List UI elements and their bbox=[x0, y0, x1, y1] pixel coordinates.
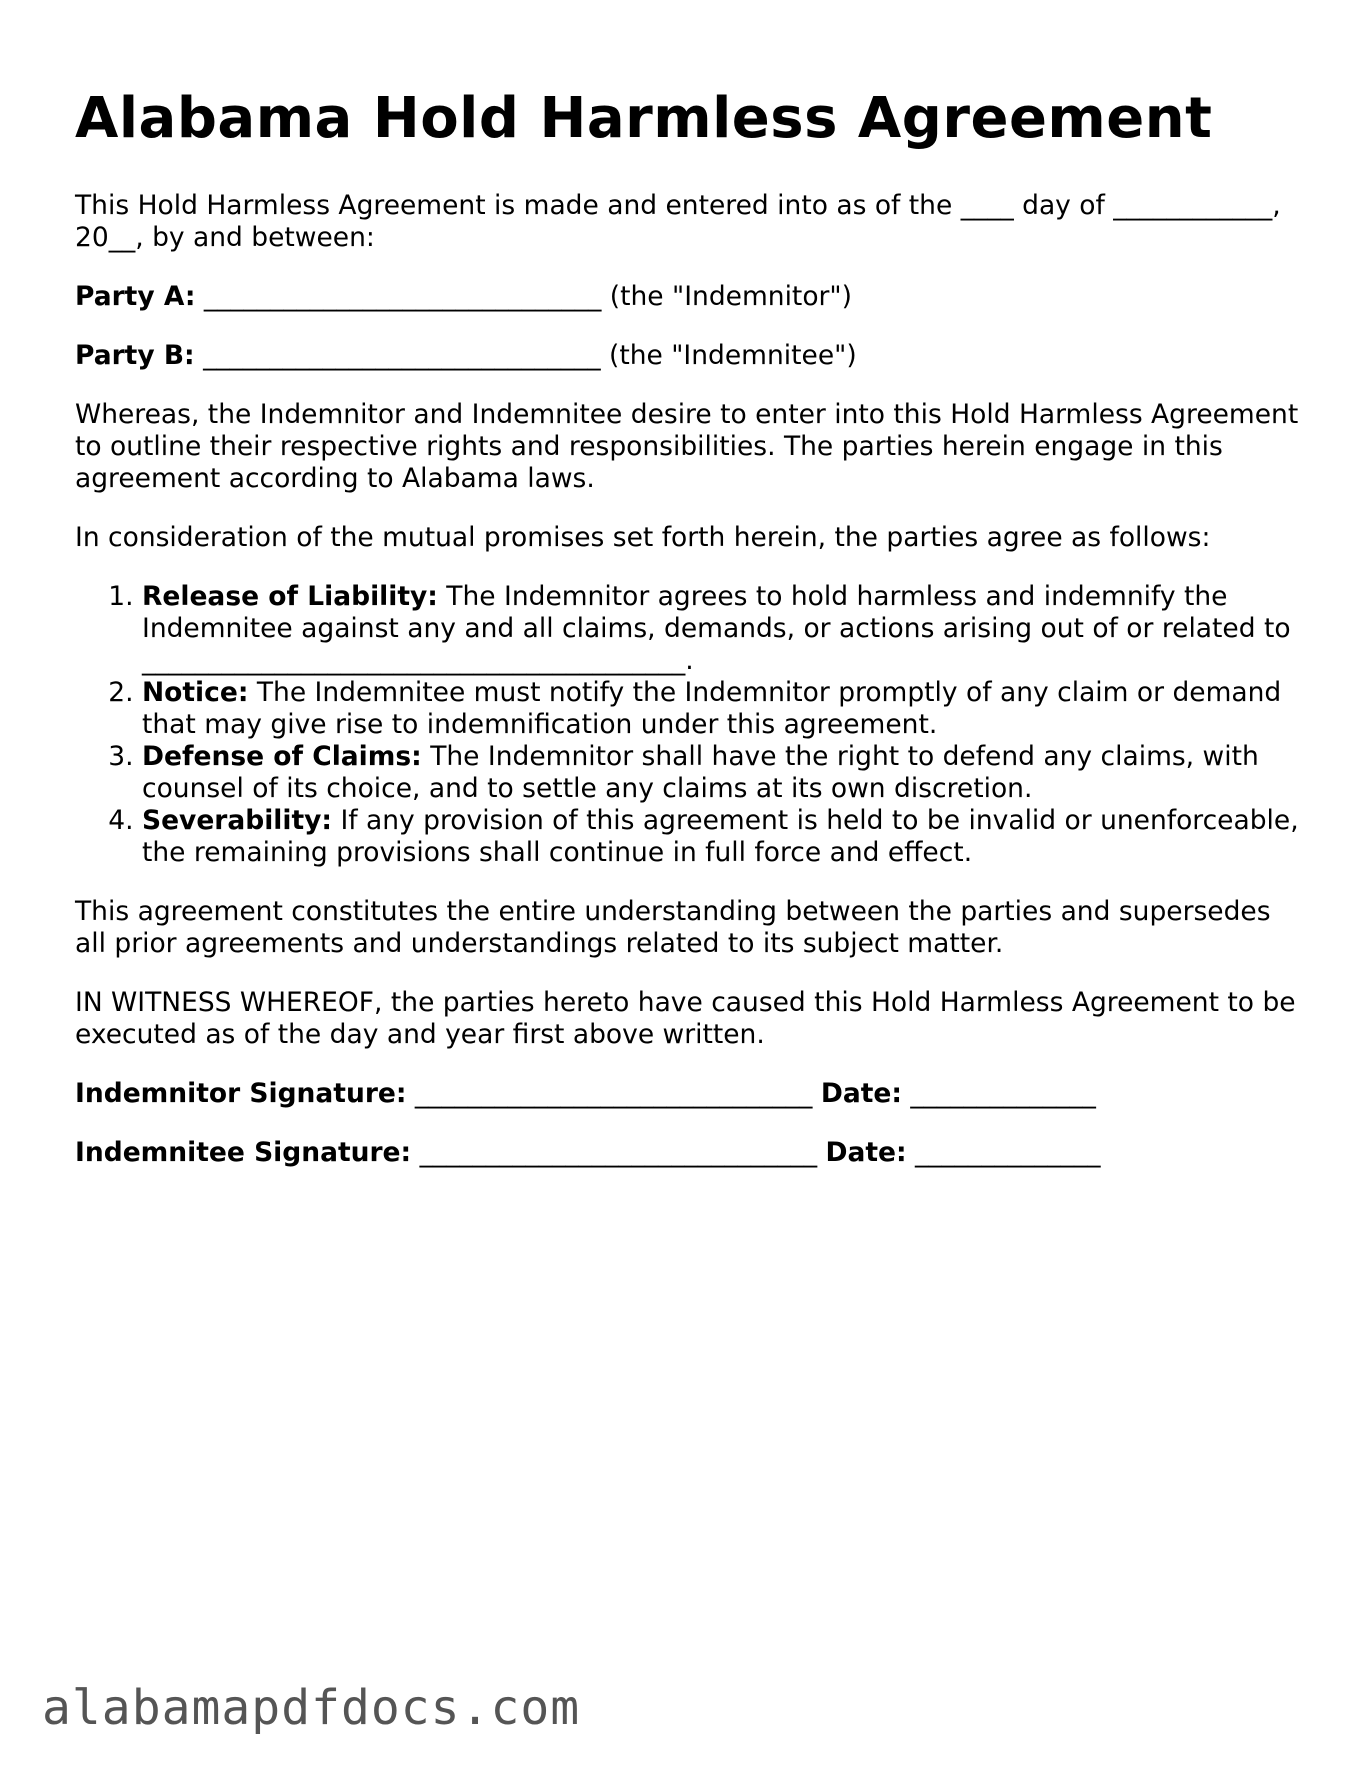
indemnitor-date-blank: ______________ bbox=[901, 1077, 1096, 1109]
indemnitee-signature-blank: ______________________________ bbox=[411, 1136, 826, 1168]
document-page bbox=[75, 88, 1305, 1196]
clause-text: The Indemnitor shall have the right to defend any claims, with counsel of its choice, and to settle any claims at its own discretion. bbox=[142, 740, 1259, 804]
consideration-paragraph: In consideration of the mutual promises set forth herein, the parties agree as follows: bbox=[75, 521, 1211, 553]
witness-paragraph: IN WITNESS WHEREOF, the parties hereto have caused this Hold Harmless Agreement to be executed as of the day and year first above written. bbox=[75, 986, 1296, 1050]
party-a-line bbox=[75, 281, 1305, 313]
clause-text: The Indemnitee must notify the Indemnitor promptly of any claim or demand that may give rise to indemnification under this agreement. bbox=[142, 676, 1282, 740]
party-a-label: Party A: bbox=[75, 280, 196, 312]
party-a-blank: ______________________________ (the "Indemnitor") bbox=[195, 280, 852, 312]
indemnitor-date-label: Date: bbox=[820, 1077, 902, 1109]
indemnitor-signature-blank: ______________________________ bbox=[406, 1077, 821, 1109]
indemnitor-signature-line bbox=[75, 1078, 1305, 1110]
clause-heading: Defense of Claims: bbox=[142, 740, 422, 772]
intro-paragraph: This Hold Harmless Agreement is made and entered into as of the ____ day of ____________, 20__, by and between: bbox=[75, 189, 1281, 253]
clause-item bbox=[142, 741, 1305, 805]
clause-item bbox=[142, 677, 1305, 741]
clause-text: The Indemnitor agrees to hold harmless and indemnify the Indemnitee against any and all claims, demands, or actions arising out of or related to _________________________________________. bbox=[142, 580, 1291, 676]
clause-heading: Release of Liability: bbox=[142, 580, 438, 612]
clause-item bbox=[142, 805, 1305, 869]
entire-agreement-paragraph: This agreement constitutes the entire understanding between the parties and supersedes all prior agreements and understandings related to its subject matter. bbox=[75, 895, 1271, 959]
whereas-paragraph: Whereas, the Indemnitor and Indemnitee desire to enter into this Hold Harmless Agreement to outline their respective rights and responsibilities. The parties herein engage in this agreement according to Alabama laws. bbox=[75, 398, 1299, 494]
clause-heading: Severability: bbox=[142, 804, 333, 836]
clause-text: If any provision of this agreement is held to be invalid or unenforceable, the remaining provisions shall continue in full force and effect. bbox=[142, 804, 1299, 868]
party-b-label: Party B: bbox=[75, 339, 195, 371]
indemnitee-date-label: Date: bbox=[825, 1136, 907, 1168]
clause-item bbox=[142, 581, 1305, 677]
party-b-line bbox=[75, 340, 1305, 372]
indemnitor-signature-label: Indemnitor Signature: bbox=[75, 1077, 407, 1109]
document-title: Alabama Hold Harmless Agreement bbox=[75, 86, 1213, 151]
watermark: alabamapdfdocs.com bbox=[42, 1680, 581, 1736]
indemnitee-signature-label: Indemnitee Signature: bbox=[75, 1136, 412, 1168]
party-b-blank: ______________________________ (the "Indemnitee") bbox=[194, 339, 857, 371]
clause-list bbox=[75, 581, 1305, 869]
clause-heading: Notice: bbox=[142, 676, 249, 708]
indemnitee-date-blank: ______________ bbox=[906, 1136, 1101, 1168]
indemnitee-signature-line bbox=[75, 1137, 1305, 1169]
